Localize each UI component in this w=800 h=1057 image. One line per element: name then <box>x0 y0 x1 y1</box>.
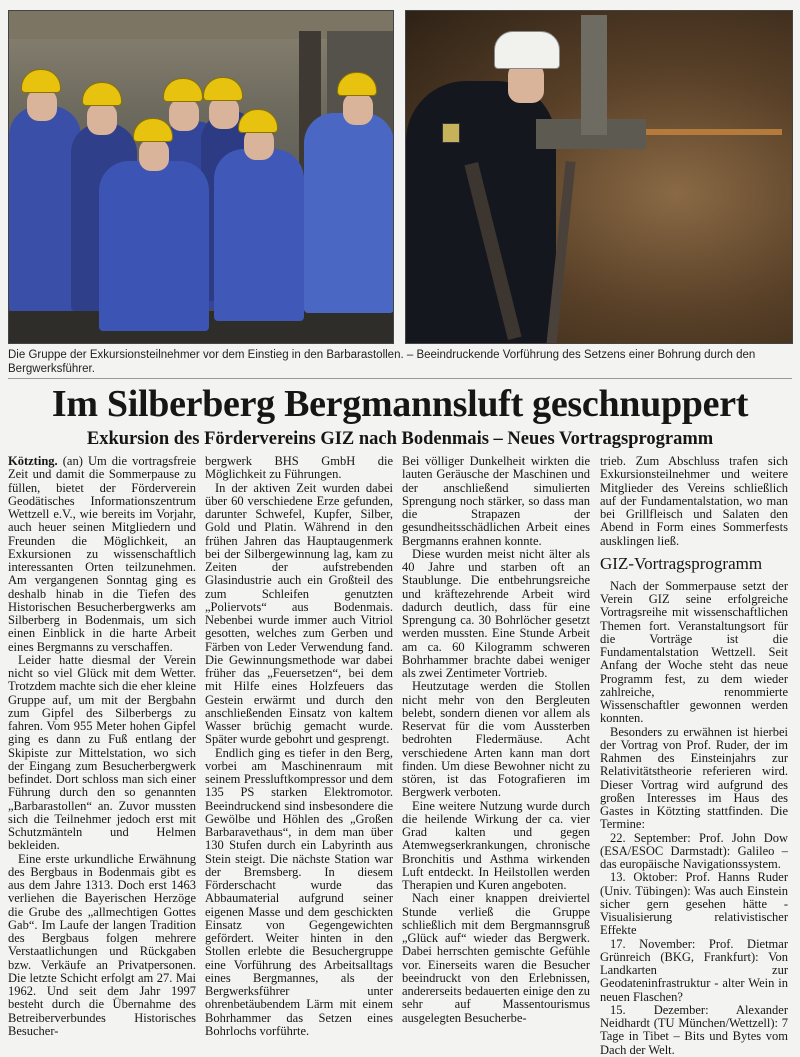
photo-caption: Die Gruppe der Exkursionsteilnehmer vor dem Einstieg in den Barbarastollen. – Beeindruckende Vorführung des Setzens einer Bohrung durch den Bergwerksführer. <box>8 349 756 375</box>
paragraph: Nach einer knappen dreiviertel Stunde verließ die Gruppe schließlich mit dem Bergmannsgruß „Glück auf“ wieder das Bergwerk. Dabei herrschten gemischte Gefühle vor. Einerseits waren die Besucher beeindruckt von den Erlebnissen, andererseits bedauerten einige den zu sehr auf Massentourismus ausgelegten Besucherbe- <box>402 891 590 1025</box>
paragraph: Kötzting. (an) Um die vortragsfreie Zeit und damit die Sommerpause zu füllen, bietet der Förderverein Geodätisches Informationszentrum Wettzell e.V., wie bereits im Vorjahr, auch heuer seinen Mitgliedern und Freunden die Möglichkeit, an Exkursionen zu wissenschaftlich interessanten Orten teilzunehmen. Am vergangenen Sonntag ging es deshalb hinab in die Tiefen des Historischen Besucherbergwerks am Silberberg in Bodenmais, um sich einen Einblick in die harte Arbeit eines Bergmanns zu verschaffen. <box>8 454 196 654</box>
schedule-item: 22. September: Prof. John Dow (ESA/ESOC Darmstadt): Galileo – das europäische Navigationssystem. <box>600 830 788 871</box>
paragraph: Heutzutage werden die Stollen nicht mehr von den Bergleuten belebt, sondern dienen vor allem als Reservat für die vom Aussterben bedrohten Fledermäuse. Acht verschiedene Arten kann man dort finden. Um diese Bewohner nicht zu stören, ist das Fotografieren im Bergwerk verboten. <box>402 679 590 800</box>
article-column-3 <box>402 455 590 1025</box>
paragraph: bergwerk BHS GmbH die Möglichkeit zu Führungen. <box>205 454 393 482</box>
schedule-item: 15. Dezember: Alexander Neidhardt (TU München/Wettzell): 7 Tage in Tibet – Bits und Bytes vom Dach der Welt. <box>600 1002 788 1057</box>
paragraph: Endlich ging es tiefer in den Berg, vorbei am Maschinenraum mit seinem Pressluftkompressor und dem 135 PS starken Elektromotor. Beeindruckend sind insbesondere die Gewölbe und Höhlen des „Großen Barbaravethaus“, in dem man über 130 Stufen durch ein Labyrinth aus Stein steigt. Die nächste Station war der Bremsberg. In diesem Förderschacht wurde das Abbaumaterial aufgrund seiner eigenen Masse und dem geschickten Einsatz von Gegengewichten gefördert. Weiter hinten in den Stollen erlebte die Besuchergruppe eine Vorführung des Arbeitsalltags eines Bergmannes, als der Bergwerksführer unter ohrenbetäubendem Lärm mit einem Bohrhammer das Setzen eines Bohrlochs vorführte. <box>205 745 393 1038</box>
paragraph: In der aktiven Zeit wurden dabei über 60 verschiedene Erze gefunden, darunter Schwefel, Kupfer, Silber, Gold und Platin. Während in den frühen Jahren das Hauptaugenmerk bei der Silbergewinnung lag, kam zu Zeiten der aufstrebenden Glasindustrie auch ein Großteil des zum Schleifen genutzten „Poliervots“ aus Bodenmais. Nebenbei wurde immer auch Vitriol gesotten, welches zum Gerben und Färben von Leder Verwendung fand. Die Gewinnungsmethode war dabei früher das „Feuersetzen“, bei dem mit Hilfe eines Holzfeuers das Gestein erwärmt und durch den anschließenden Einsatz von kaltem Wasser brüchig gemacht wurde. Später wurde gebohrt und gesprengt. <box>205 480 393 747</box>
dateline: Kötzting. <box>8 454 58 468</box>
article-column-1 <box>8 455 196 1038</box>
schedule-item: 17. November: Prof. Dietmar Grünreich (BKG, Frankfurt): Von Landkarten zur Geodateninfrastruktur - alter Wein in neuen Flaschen? <box>600 936 788 1004</box>
article-column-4 <box>600 455 788 1057</box>
paragraph: Diese wurden meist nicht älter als 40 Jahre und starben oft an Staublunge. Die entbehrungsreiche und kräftezehrende Arbeit wird dadurch deutlich, dass für eine Sprengung ca. 30 Bohrlöcher gesetzt werden mussten. Eine Stunde Arbeit am ca. 60 Kilogramm schweren Bohrhammer brachte dabei weniger als zwei Zentimeter Vortrieb. <box>402 546 590 680</box>
paragraph: Bei völliger Dunkelheit wirkten die lauten Geräusche der Maschinen und der anschließend simulierten Sprengung noch stärker, so dass man die Strapazen der gesundheitsschädlichen Arbeit eines Bergmanns erahnen konnte. <box>402 454 590 548</box>
article-column-2 <box>205 455 393 1038</box>
paragraph: Eine erste urkundliche Erwähnung des Bergbaus in Bodenmais gibt es aus dem Jahre 1313. Doch erst 1463 verliehen die Bayerischen Herzöge die Grube des „allmechtigen Gottes Gab“. Im Laufe der langen Tradition des Bergbaus folgen mehrere Verstaatlichungen und Rückgaben bzw. Verkäufe an Privatpersonen. Die letzte Schicht erfolgt am 27. Mai 1962. Und seit dem Jahr 1997 besteht durch die Übernahme des Betreiberverbundes Historisches Besucher- <box>8 851 196 1038</box>
paragraph: trieb. Zum Abschluss trafen sich Exkursionsteilnehmer und weitere Mitglieder des Vereins schließlich auf der Fundamentalstation, wo man bei Grillfleisch und Salaten den Abend in Form eines Sommerfests ausklingen ließ. <box>600 454 788 548</box>
paragraph: Eine weitere Nutzung wurde durch die heilende Wirkung der ca. vier Grad kalten und gegen Atemwegserkrankungen, chronische Bronchitis und Asthma wirkenden Luft entdeckt. In Heilstollen werden Therapien und Kuren angeboten. <box>402 798 590 892</box>
paragraph: Besonders zu erwähnen ist hierbei der Vortrag von Prof. Ruder, der im Rahmen des Einsteinjahrs zur Relativitätstheorie referieren wird. Dieser Vortrag wird aufgrund des großen Interesses im Haus des Gastes in Kötzting stattfinden. Die Termine: <box>600 724 788 832</box>
group-photo <box>8 10 394 344</box>
paragraph: Nach der Sommerpause setzt der Verein GIZ seine erfolgreiche Vortragsreihe mit wissenschaftlichen Themen fort. Veranstaltungsort für die Vorträge ist die Fundamentalstation Wettzell. Seit Anfang der Woche steht das neue Programm fest, zu dem wieder zahlreiche, renommierte Wissenschaftler gewonnen werden konnten. <box>600 578 788 726</box>
subheadline: Exkursion des Fördervereins GIZ nach Bodenmais – Neues Vortragsprogramm <box>86 429 714 449</box>
paragraph: Leider hatte diesmal der Verein nicht so viel Glück mit dem Wetter. Trotzdem machte sich die eher kleine Gruppe auf, um mit der Bergbahn zum Gipfel des Silberbergs zu fahren. Vom 955 Meter hohen Gipfel ging es dann zu Fuß entlang der Skipiste zur Mittelstation, wo sich der Eingang zum Besucherbergwerk befindet. Dort schloss man sich einer Führung durch den so genannten „Barbarastollen“ an. Zuvor mussten sich die Teilnehmer jedoch erst mit Schutzmänteln und Helmen bekleiden. <box>8 652 196 853</box>
drill-demonstration-photo <box>405 10 793 344</box>
schedule-item: 13. Oktober: Prof. Hanns Ruder (Univ. Tübingen): Was auch Einstein sicher gern gesehen hätte - Visualisierung relativistischer Effekte <box>600 870 788 938</box>
divider <box>8 378 792 379</box>
section-title: GIZ-Vortragsprogramm <box>600 553 763 573</box>
headline: Im Silberberg Bergmannsluft geschnuppert <box>51 383 749 425</box>
